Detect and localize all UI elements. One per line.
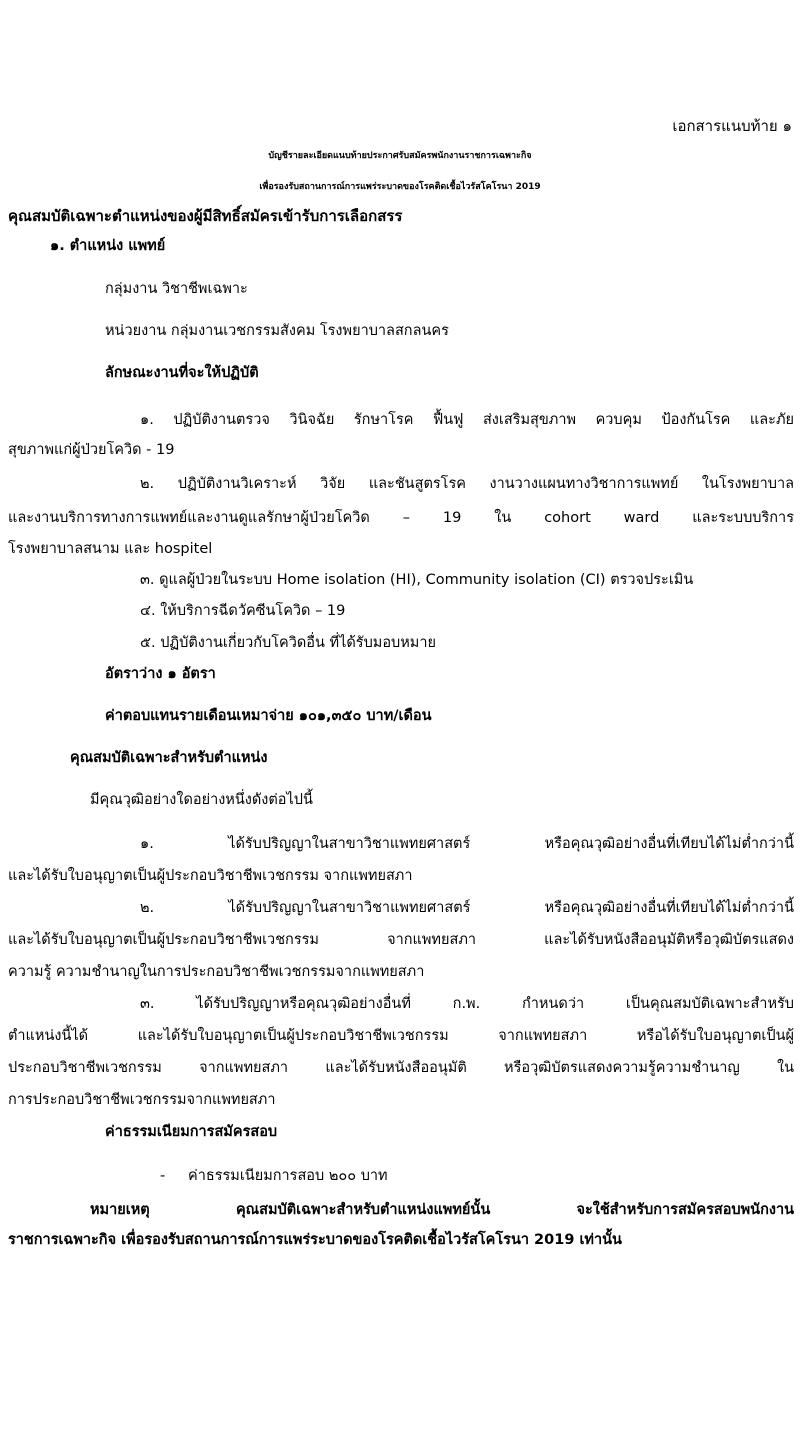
duty-1-line-2: สุขภาพแก่ผู้ป่วยโควิด - 19	[8, 442, 175, 458]
vacancy: อัตราว่าง ๑ อัตรา	[105, 666, 216, 682]
position-title: ๑. ตำแหน่ง แพทย์	[50, 238, 166, 254]
qualification-3-line-3: ประกอบวิชาชีพเวชกรรม จากแพทยสภา และได้รับหนังสืออนุมัติ หรือวุฒิบัตรแสดงความรู้ความชำนาญ ใน	[8, 1060, 794, 1076]
duties-heading: ลักษณะงานที่จะให้ปฏิบัติ	[105, 365, 259, 381]
qualification-1-line-2: และได้รับใบอนุญาตเป็นผู้ประกอบวิชาชีพเวชกรรม จากแพทยสภา	[8, 868, 413, 884]
duty-3: ๓. ดูแลผู้ป่วยในระบบ Home isolation (HI), Community isolation (CI) ตรวจประเมิน	[140, 572, 694, 588]
duty-2-line-2: และงานบริการทางการแพทย์และงานดูแลรักษาผู้ป่วยโควิด – 19 ใน cohort ward และระบบบริการ	[8, 510, 794, 526]
qualification-2-line-1: ๒. ได้รับปริญญาในสาขาวิชาแพทยศาสตร์ หรือคุณวุฒิอย่างอื่นที่เทียบได้ไม่ต่ำกว่านี้	[140, 900, 794, 916]
qualification-2-line-3: ความรู้ ความชำนาญในการประกอบวิชาชีพเวชกรรมจากแพทยสภา	[8, 964, 425, 980]
section-heading: คุณสมบัติเฉพาะตำแหน่งของผู้มีสิทธิ์สมัครเข้ารับการเลือกสรร	[8, 207, 403, 225]
title-line-2: เพื่อรองรับสถานการณ์การแพร่ระบาดของโรคติดเชื้อไวรัสโคโรนา 2019	[259, 182, 541, 192]
duty-1-line-1: ๑. ปฏิบัติงานตรวจ วินิจฉัย รักษาโรค ฟื้นฟู ส่งเสริมสุขภาพ ควบคุม ป้องกันโรค และภัย	[140, 412, 794, 428]
qualifications-intro: มีคุณวุฒิอย่างใดอย่างหนึ่งดังต่อไปนี้	[90, 792, 313, 808]
qualification-1-line-1: ๑. ได้รับปริญญาในสาขาวิชาแพทยศาสตร์ หรือคุณวุฒิอย่างอื่นที่เทียบได้ไม่ต่ำกว่านี้	[140, 836, 794, 852]
note-line-1: หมายเหตุ คุณสมบัติเฉพาะสำหรับตำแหน่งแพทย์นั้น จะใช้สำหรับการสมัครสอบพนักงาน	[90, 1202, 794, 1218]
duty-2-line-3: โรงพยาบาลสนาม และ hospitel	[8, 541, 213, 557]
work-group: กลุ่มงาน วิชาชีพเฉพาะ	[105, 281, 248, 297]
qualification-3-line-4: การประกอบวิชาชีพเวชกรรมจากแพทยสภา	[8, 1092, 276, 1108]
fee-dash: -	[160, 1168, 166, 1184]
duty-5: ๕. ปฏิบัติงานเกี่ยวกับโควิดอื่น ที่ได้รับมอบหมาย	[140, 635, 437, 651]
qualification-3-line-1: ๓. ได้รับปริญญาหรือคุณวุฒิอย่างอื่นที่ ก.พ. กำหนดว่า เป็นคุณสมบัติเฉพาะสำหรับ	[140, 996, 794, 1012]
salary: ค่าตอบแทนรายเดือนเหมาจ่าย ๑๐๑,๓๕๐ บาท/เดือน	[105, 708, 432, 724]
work-unit: หน่วยงาน กลุ่มงานเวชกรรมสังคม โรงพยาบาลสกลนคร	[105, 323, 449, 339]
annex-label: เอกสารแนบท้าย ๑	[672, 117, 792, 135]
title-line-1: บัญชีรายละเอียดแนบท้ายประกาศรับสมัครพนักงานราชการเฉพาะกิจ	[268, 151, 532, 161]
duty-2-line-1: ๒. ปฏิบัติงานวิเคราะห์ วิจัย และชันสูตรโรค งานวางแผนทางวิชาการแพทย์ ในโรงพยาบาล	[140, 476, 794, 492]
note-line-2: ราชการเฉพาะกิจ เพื่อรองรับสถานการณ์การแพร่ระบาดของโรคติดเชื้อไวรัสโคโรนา 2019 เท่านั้น	[8, 1232, 622, 1248]
fee-item: ค่าธรรมเนียมการสอบ ๒๐๐ บาท	[188, 1168, 388, 1184]
qualifications-heading: คุณสมบัติเฉพาะสำหรับตำแหน่ง	[70, 750, 268, 766]
qualification-2-line-2: และได้รับใบอนุญาตเป็นผู้ประกอบวิชาชีพเวชกรรม จากแพทยสภา และได้รับหนังสืออนุมัติหรือวุฒิบัตรแสดง	[8, 932, 794, 948]
duty-4: ๔. ให้บริการฉีดวัคซีนโควิด – 19	[140, 603, 346, 619]
qualification-3-line-2: ตำแหน่งนี้ได้ และได้รับใบอนุญาตเป็นผู้ประกอบวิชาชีพเวชกรรม จากแพทยสภา หรือได้รับใบอนุญาตเป็นผู้	[8, 1028, 794, 1044]
fee-heading: ค่าธรรมเนียมการสมัครสอบ	[105, 1124, 278, 1140]
